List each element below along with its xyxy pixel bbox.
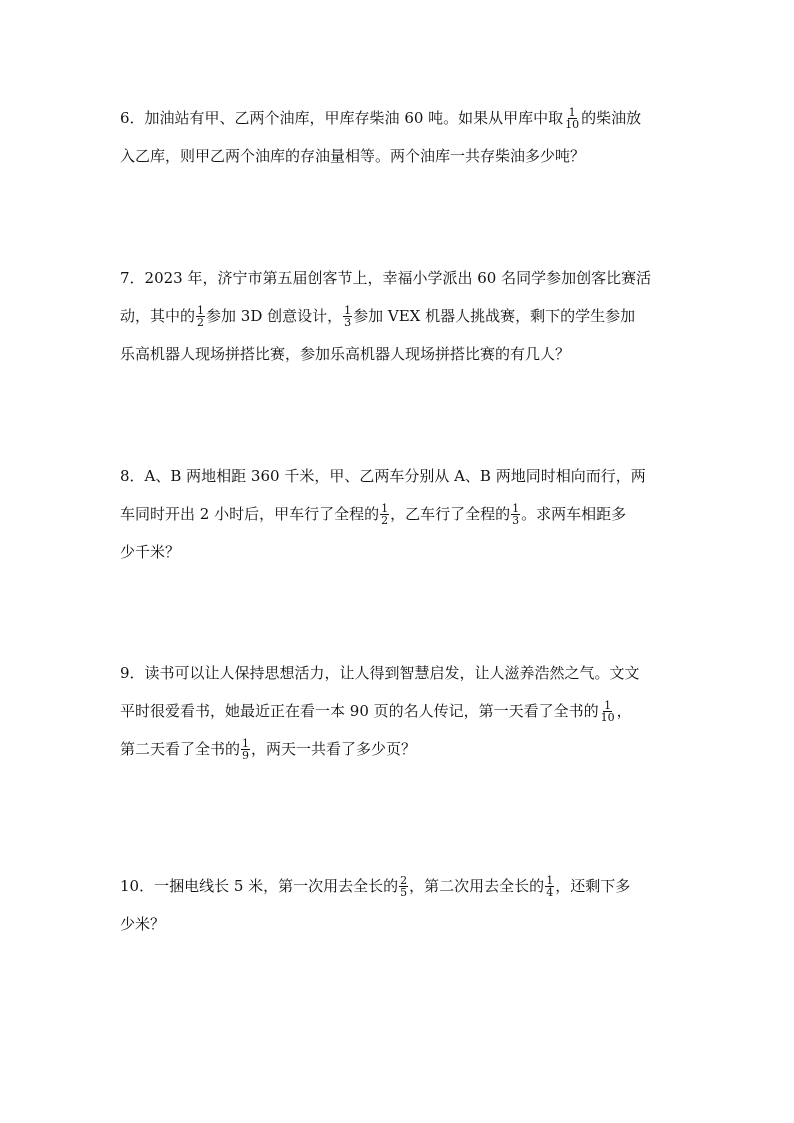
problem-text: 6．加油站有甲、乙两个油库，甲库存柴油 60 吨。如果从甲库中取 [120, 108, 564, 127]
fraction-numerator: 1 [604, 698, 612, 712]
fraction [545, 875, 554, 898]
fraction [511, 503, 520, 526]
fraction-numerator: 1 [381, 501, 389, 515]
problem-line [120, 698, 632, 724]
problem-text: 9．读书可以让人保持思想活力，让人得到智慧启发，让人滋养浩然之气。文文 [120, 663, 640, 682]
fraction-numerator: 1 [344, 303, 352, 317]
fraction-denominator: 3 [512, 513, 520, 527]
fraction [343, 305, 352, 328]
problem-text: ，第二次用去全长的 [409, 876, 545, 895]
problem-text: 第二天看了全书的 [120, 739, 241, 758]
fraction-numerator: 1 [546, 873, 554, 887]
problem-text: 入乙库，则甲乙两个油库的存油量相等。两个油库一共存柴油多少吨？ [120, 146, 586, 165]
fraction-denominator: 3 [344, 315, 352, 329]
problem-line [120, 303, 636, 329]
problem-line [120, 736, 417, 762]
fraction-denominator: 2 [381, 513, 389, 527]
problem-line [120, 466, 646, 486]
problem-text: ，两天一共看了多少页？ [251, 739, 417, 758]
problem-text: 8．A、B 两地相距 360 千米，甲、乙两车分别从 A、B 两地同时相向而行，两 [120, 466, 646, 485]
problem-line [120, 146, 585, 166]
fraction-numerator: 1 [512, 501, 520, 515]
fraction [380, 503, 389, 526]
fraction-denominator: 5 [400, 885, 408, 899]
problem-text: 10．一捆电线长 5 米，第一次用去全长的 [120, 876, 399, 895]
problem-text: ，还剩下多 [555, 876, 631, 895]
fraction-numerator: 1 [197, 303, 205, 317]
fraction-numerator: 1 [568, 105, 576, 119]
problem-text: 乐高机器人现场拼搭比赛，参加乐高机器人现场拼搭比赛的有几人？ [120, 344, 571, 363]
fraction-numerator: 2 [400, 873, 408, 887]
fraction [241, 738, 250, 761]
fraction-numerator: 1 [242, 736, 250, 750]
fraction [196, 305, 205, 328]
problem-text: 。求两车相距多 [521, 504, 627, 523]
problem-text: 平时很爱看书，她最近正在看一本 90 页的名人传记，第一天看了全书的 [120, 701, 599, 720]
fraction [564, 107, 580, 130]
problem-line [120, 268, 651, 288]
problem-text: 少千米？ [120, 542, 181, 561]
problem-line [120, 873, 631, 899]
problem-text: 参加 3D 创意设计， [206, 306, 343, 325]
problem-line [120, 501, 627, 527]
fraction [399, 875, 408, 898]
problem-line [120, 914, 165, 934]
problem-line [120, 105, 642, 131]
problem-line [120, 542, 180, 562]
fraction [600, 700, 616, 723]
fraction-denominator: 2 [197, 315, 205, 329]
problem-text: ， [616, 701, 632, 720]
fraction-denominator: 4 [546, 885, 554, 899]
problem-line [120, 344, 570, 364]
problem-text: 的柴油放 [581, 108, 642, 127]
problem-text: 车同时开出 2 小时后，甲车行了全程的 [120, 504, 380, 523]
problem-text: 参加 VEX 机器人挑战赛，剩下的学生参加 [353, 306, 636, 325]
fraction-denominator: 10 [565, 117, 580, 131]
problem-text: ，乙车行了全程的 [390, 504, 511, 523]
problem-text: 动，其中的 [120, 306, 196, 325]
fraction-denominator: 9 [242, 748, 250, 762]
problem-text: 少米？ [120, 914, 166, 933]
problem-line [120, 663, 640, 683]
problem-text: 7．2023 年，济宁市第五届创客节上，幸福小学派出 60 名同学参加创客比赛活 [120, 268, 652, 287]
fraction-denominator: 10 [600, 710, 615, 724]
